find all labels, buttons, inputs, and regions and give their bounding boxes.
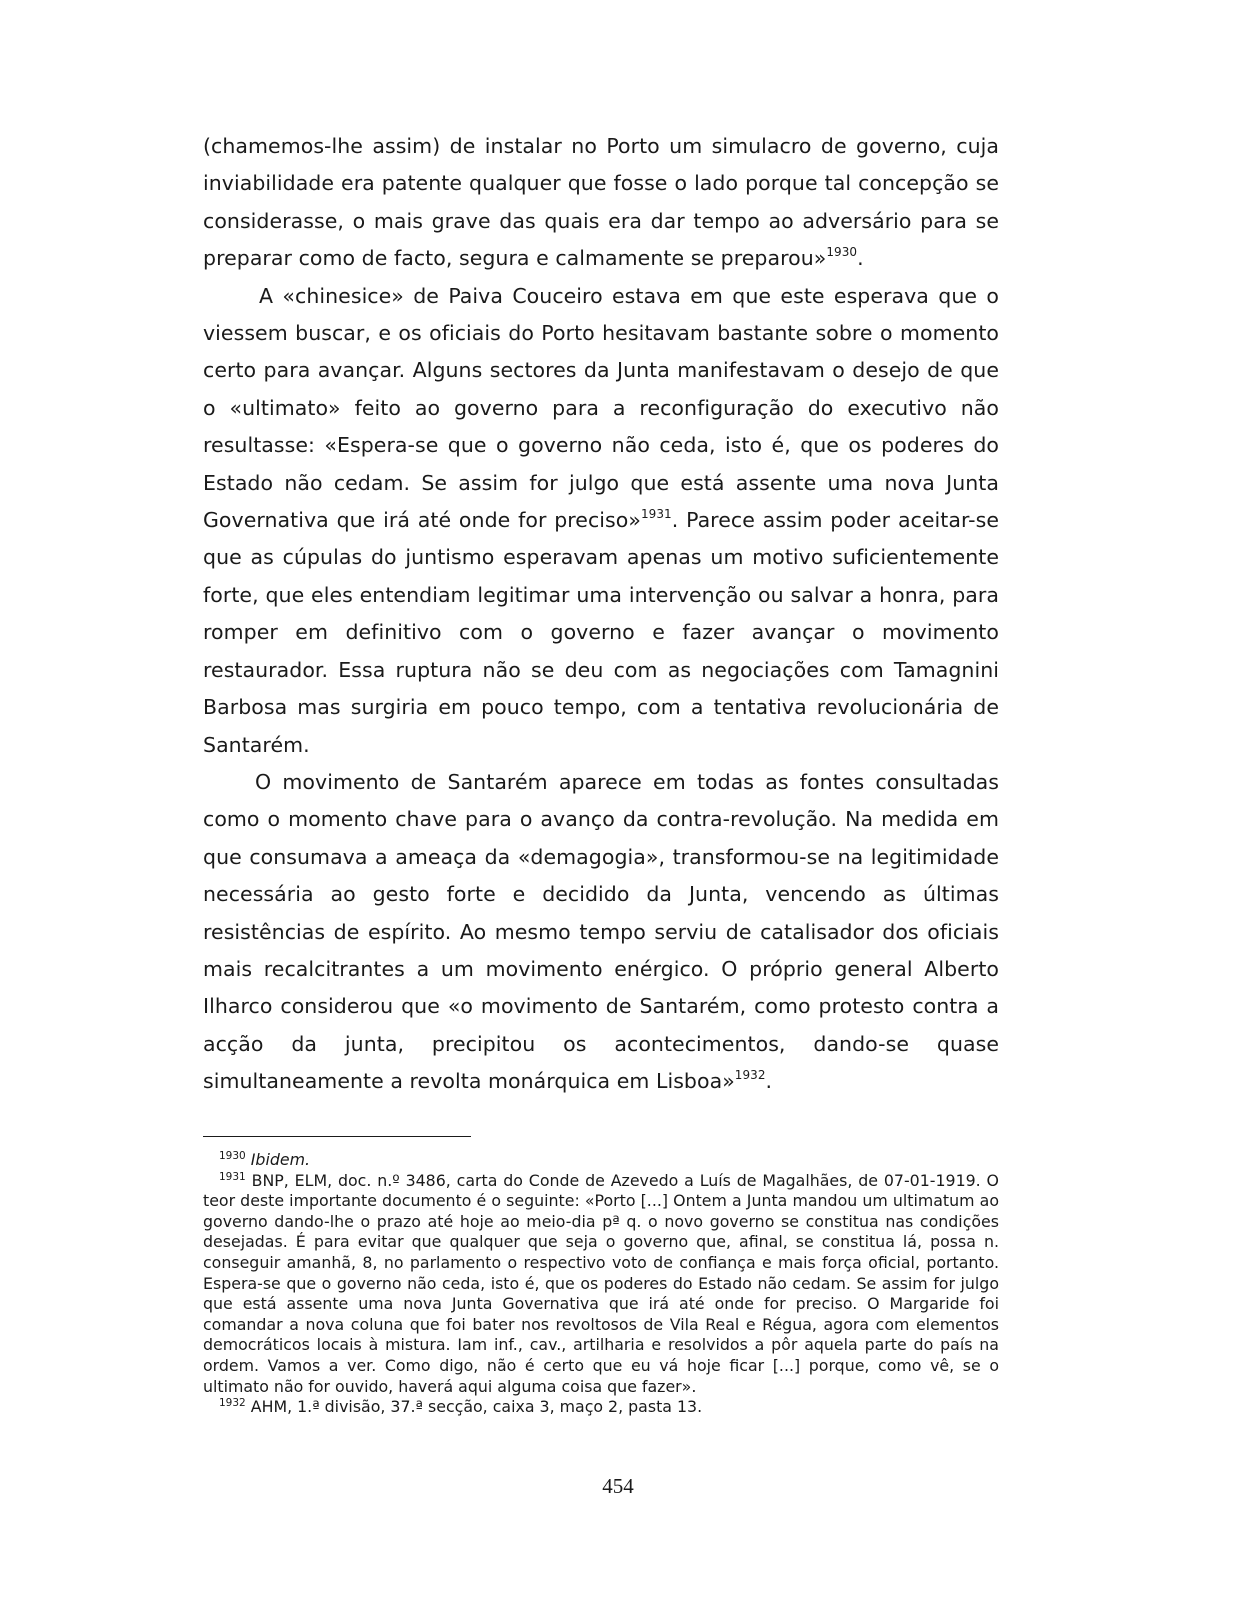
footnote-ref: 1931 <box>640 507 672 522</box>
paragraph-text: (chamemos-lhe assim) de instalar no Porto um simulacro de governo, cuja inviabilidade era patente qualquer que fosse o lado porque tal concepção se considerasse, o mais grave das quais era dar tempo ao adversário para se preparar como de facto, segura e calmamente se preparou» <box>203 134 999 271</box>
footnote-number: 1932 <box>219 1397 246 1410</box>
footnote-text: AHM, 1.ª divisão, 37.ª secção, caixa 3, maço 2, pasta 13. <box>250 1397 703 1417</box>
footnote <box>203 1150 999 1171</box>
paragraph-end: . <box>765 1069 773 1094</box>
footnote-number: 1930 <box>219 1150 246 1162</box>
page-number: 454 <box>602 1474 634 1498</box>
footnote-ref: 1932 <box>734 1068 766 1083</box>
footnote-text: BNP, ELM, doc. n.º 3486, carta do Conde de Azevedo a Luís de Magalhães, de 07-01-1919. O teor deste importante documento é o seguinte: «Porto [...] Ontem a Junta mandou um ultimatum ao governo dando-lhe o prazo até hoje ao meio-dia pª q. o novo governo se constitua nas condições desejadas. É para evitar que qualquer que seja o governo que, afinal, se constitua lá, possa n. conseguir amanhã, 8, no parlamento o respectivo voto de confiança e mais força oficial, portanto. Espera-se que o governo não ceda, isto é, que os poderes do Estado não cedam. Se assim for julgo que está assente uma nova Junta Governativa que irá até onde for preciso. O Margaride foi comandar a nova coluna que foi bater nos revoltosos de Vila Real e Régua, agora com elementos democráticos locais à mistura. Iam inf., cav., artilharia e resolvidos a pôr aquela parte do país na ordem. Vamos a ver. Como digo, não é certo que eu vá hoje ficar [...] porque, como vê, se o ultimato não for ouvido, haverá aqui alguma coisa que fazer». <box>203 1170 999 1396</box>
paragraph-text: . Parece assim poder aceitar-se que as cúpulas do juntismo esperavam apenas um motivo suficientemente forte, que eles entendiam legitimar uma intervenção ou salvar a honra, para romper em definitivo com o governo e fazer avançar o movimento restaurador. Essa ruptura não se deu com as negociações com Tamagnini Barbosa mas surgiria em pouco tempo, com a tentativa revolucionária de Santarém. <box>203 508 999 757</box>
paragraph-end: . <box>857 246 864 271</box>
paragraph-1 <box>203 128 999 278</box>
paragraph-2 <box>203 278 999 764</box>
footnote <box>203 1171 999 1398</box>
footnote-ref: 1930 <box>826 245 858 260</box>
paragraph-text: O movimento de Santarém aparece em todas as fontes consultadas como o momento chave para o avanço da contra-revolução. Na medida em que consumava a ameaça da «demagogia», transformou-se na legitimidade necessária ao gesto forte e decidido da Junta, vencendo as últimas resistências de espírito. Ao mesmo tempo serviu de catalisador dos oficiais mais recalcitrantes a um movimento enérgico. O próprio general Alberto Ilharco considerou que «o movimento de Santarém, como protesto contra a acção da junta, precipitou os acontecimentos, dando-se quase simultaneamente a revolta monárquica em Lisboa» <box>203 769 999 1094</box>
footnotes <box>203 1150 999 1418</box>
paragraph-text: A «chinesice» de Paiva Couceiro estava em que este esperava que o viessem buscar, e os oficiais do Porto hesitavam bastante sobre o momento certo para avançar. Alguns sectores da Junta manifestavam o desejo de que o «ultimato» feito ao governo para a reconfiguração do executivo não resultasse: «Espera-se que o governo não ceda, isto é, que os poderes do Estado não cedam. Se assim for julgo que está assente uma nova Junta Governativa que irá até onde for preciso» <box>203 283 999 533</box>
footnote <box>203 1397 999 1418</box>
body-text <box>203 128 999 1101</box>
footnote-separator <box>203 1136 471 1137</box>
footnote-text: Ibidem. <box>250 1150 310 1169</box>
paragraph-3 <box>203 764 999 1101</box>
footnote-number: 1931 <box>219 1170 246 1183</box>
